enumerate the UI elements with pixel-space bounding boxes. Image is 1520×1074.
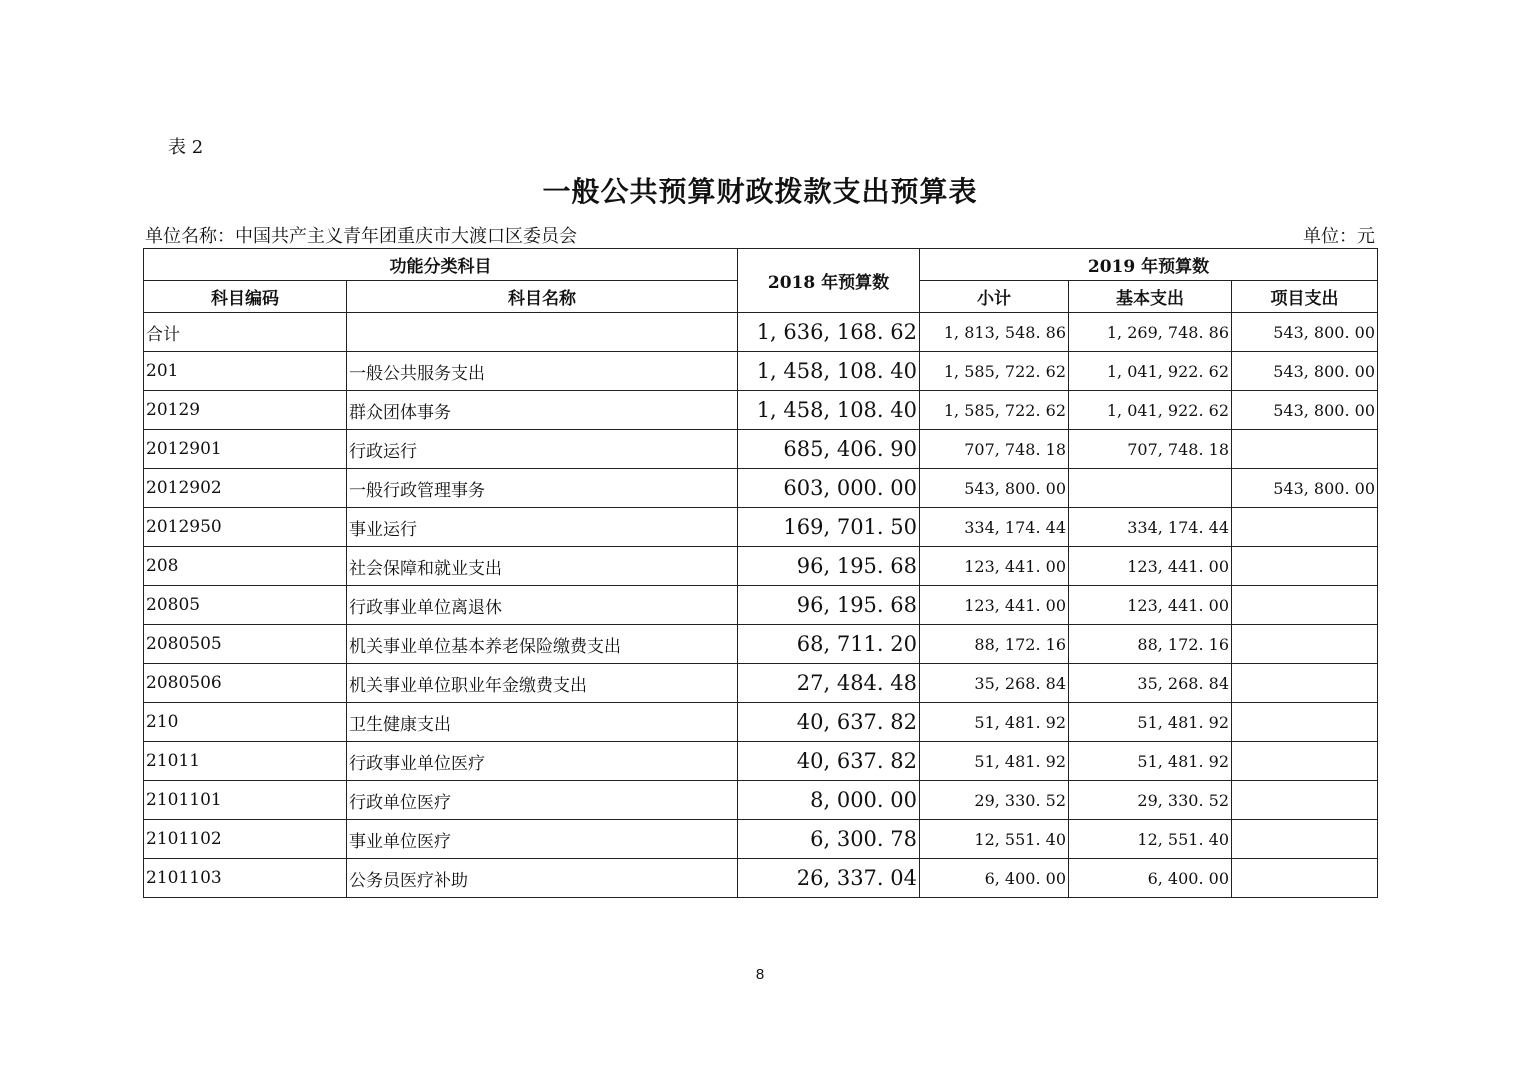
cell-project-expense bbox=[1232, 820, 1378, 859]
cell-subject-code: 2101102 bbox=[144, 820, 347, 859]
cell-subject-name: 行政事业单位离退休 bbox=[347, 586, 738, 625]
cell-budget-2018: 96, 195. 68 bbox=[738, 586, 920, 625]
cell-project-expense: 543, 800. 00 bbox=[1232, 352, 1378, 391]
cell-subject-code: 20805 bbox=[144, 586, 347, 625]
cell-subject-code: 2101103 bbox=[144, 859, 347, 898]
page-number: 8 bbox=[755, 966, 765, 983]
cell-subtotal: 51, 481. 92 bbox=[920, 703, 1069, 742]
cell-subtotal: 707, 748. 18 bbox=[920, 430, 1069, 469]
table-row bbox=[144, 352, 1378, 391]
cell-project-expense: 543, 800. 00 bbox=[1232, 469, 1378, 508]
cell-subject-name: 行政事业单位医疗 bbox=[347, 742, 738, 781]
table-row bbox=[144, 742, 1378, 781]
cell-basic-expense: 123, 441. 00 bbox=[1069, 547, 1232, 586]
cell-budget-2018: 27, 484. 48 bbox=[738, 664, 920, 703]
cell-subject-name: 事业运行 bbox=[347, 508, 738, 547]
cell-budget-2018: 8, 000. 00 bbox=[738, 781, 920, 820]
cell-subject-code: 2080506 bbox=[144, 664, 347, 703]
cell-subject-code: 21011 bbox=[144, 742, 347, 781]
header-subject-code: 科目编码 bbox=[144, 281, 347, 313]
cell-budget-2018: 685, 406. 90 bbox=[738, 430, 920, 469]
table-row bbox=[144, 391, 1378, 430]
cell-budget-2018: 6, 300. 78 bbox=[738, 820, 920, 859]
table-row bbox=[144, 508, 1378, 547]
header-function-category: 功能分类科目 bbox=[144, 249, 738, 281]
cell-basic-expense: 51, 481. 92 bbox=[1069, 703, 1232, 742]
currency-unit: 单位：元 bbox=[1303, 226, 1375, 247]
cell-subject-name: 社会保障和就业支出 bbox=[347, 547, 738, 586]
table-row bbox=[144, 430, 1378, 469]
cell-subject-code: 2101101 bbox=[144, 781, 347, 820]
table-row bbox=[144, 313, 1378, 352]
cell-subtotal: 12, 551. 40 bbox=[920, 820, 1069, 859]
cell-subject-code: 2080505 bbox=[144, 625, 347, 664]
cell-budget-2018: 68, 711. 20 bbox=[738, 625, 920, 664]
cell-subject-name: 机关事业单位基本养老保险缴费支出 bbox=[347, 625, 738, 664]
cell-subtotal: 35, 268. 84 bbox=[920, 664, 1069, 703]
cell-budget-2018: 1, 458, 108. 40 bbox=[738, 391, 920, 430]
cell-project-expense bbox=[1232, 625, 1378, 664]
cell-basic-expense: 35, 268. 84 bbox=[1069, 664, 1232, 703]
unit-name: 单位名称：中国共产主义青年团重庆市大渡口区委员会 bbox=[145, 226, 577, 247]
cell-budget-2018: 1, 458, 108. 40 bbox=[738, 352, 920, 391]
cell-subject-name: 一般行政管理事务 bbox=[347, 469, 738, 508]
cell-budget-2018: 40, 637. 82 bbox=[738, 703, 920, 742]
cell-subject-name: 行政运行 bbox=[347, 430, 738, 469]
table-row bbox=[144, 664, 1378, 703]
cell-project-expense: 543, 800. 00 bbox=[1232, 313, 1378, 352]
cell-basic-expense: 29, 330. 52 bbox=[1069, 781, 1232, 820]
cell-basic-expense: 334, 174. 44 bbox=[1069, 508, 1232, 547]
cell-subject-code: 2012902 bbox=[144, 469, 347, 508]
cell-subtotal: 543, 800. 00 bbox=[920, 469, 1069, 508]
cell-subject-name: 群众团体事务 bbox=[347, 391, 738, 430]
cell-basic-expense: 88, 172. 16 bbox=[1069, 625, 1232, 664]
cell-basic-expense: 1, 269, 748. 86 bbox=[1069, 313, 1232, 352]
cell-subtotal: 1, 585, 722. 62 bbox=[920, 391, 1069, 430]
table-header bbox=[144, 249, 1378, 313]
cell-subject-name: 事业单位医疗 bbox=[347, 820, 738, 859]
cell-project-expense bbox=[1232, 664, 1378, 703]
cell-basic-expense: 1, 041, 922. 62 bbox=[1069, 352, 1232, 391]
table-row bbox=[144, 547, 1378, 586]
table-body bbox=[144, 313, 1378, 898]
cell-project-expense bbox=[1232, 742, 1378, 781]
cell-subtotal: 123, 441. 00 bbox=[920, 586, 1069, 625]
cell-project-expense bbox=[1232, 508, 1378, 547]
cell-budget-2018: 96, 195. 68 bbox=[738, 547, 920, 586]
cell-basic-expense: 6, 400. 00 bbox=[1069, 859, 1232, 898]
table-row bbox=[144, 859, 1378, 898]
cell-budget-2018: 40, 637. 82 bbox=[738, 742, 920, 781]
cell-subject-code: 合计 bbox=[144, 313, 347, 352]
cell-subtotal: 334, 174. 44 bbox=[920, 508, 1069, 547]
cell-subtotal: 51, 481. 92 bbox=[920, 742, 1069, 781]
header-subject-name: 科目名称 bbox=[347, 281, 738, 313]
table-row bbox=[144, 820, 1378, 859]
cell-project-expense bbox=[1232, 703, 1378, 742]
cell-basic-expense: 123, 441. 00 bbox=[1069, 586, 1232, 625]
cell-subject-name: 行政单位医疗 bbox=[347, 781, 738, 820]
cell-subject-name: 公务员医疗补助 bbox=[347, 859, 738, 898]
cell-project-expense bbox=[1232, 430, 1378, 469]
table-row bbox=[144, 625, 1378, 664]
cell-subject-code: 2012950 bbox=[144, 508, 347, 547]
cell-subtotal: 1, 813, 548. 86 bbox=[920, 313, 1069, 352]
cell-subject-name bbox=[347, 313, 738, 352]
header-project-expense: 项目支出 bbox=[1232, 281, 1378, 313]
cell-subject-code: 201 bbox=[144, 352, 347, 391]
cell-budget-2018: 1, 636, 168. 62 bbox=[738, 313, 920, 352]
cell-subject-code: 210 bbox=[144, 703, 347, 742]
cell-basic-expense: 12, 551. 40 bbox=[1069, 820, 1232, 859]
table-row bbox=[144, 469, 1378, 508]
table-label: 表 2 bbox=[168, 137, 204, 158]
cell-subject-name: 一般公共服务支出 bbox=[347, 352, 738, 391]
table-row bbox=[144, 781, 1378, 820]
cell-project-expense: 543, 800. 00 bbox=[1232, 391, 1378, 430]
header-budget-2019: 2019 年预算数 bbox=[920, 249, 1378, 281]
cell-budget-2018: 169, 701. 50 bbox=[738, 508, 920, 547]
cell-project-expense bbox=[1232, 781, 1378, 820]
budget-table bbox=[143, 248, 1378, 898]
cell-subject-code: 208 bbox=[144, 547, 347, 586]
cell-basic-expense: 707, 748. 18 bbox=[1069, 430, 1232, 469]
cell-subject-name: 卫生健康支出 bbox=[347, 703, 738, 742]
cell-subject-code: 2012901 bbox=[144, 430, 347, 469]
cell-subject-code: 20129 bbox=[144, 391, 347, 430]
cell-budget-2018: 603, 000. 00 bbox=[738, 469, 920, 508]
header-subtotal: 小计 bbox=[920, 281, 1069, 313]
cell-subtotal: 29, 330. 52 bbox=[920, 781, 1069, 820]
document-title: 一般公共预算财政拨款支出预算表 bbox=[542, 175, 978, 208]
cell-subtotal: 123, 441. 00 bbox=[920, 547, 1069, 586]
table-row bbox=[144, 703, 1378, 742]
cell-subtotal: 6, 400. 00 bbox=[920, 859, 1069, 898]
cell-subtotal: 1, 585, 722. 62 bbox=[920, 352, 1069, 391]
cell-basic-expense: 51, 481. 92 bbox=[1069, 742, 1232, 781]
cell-subtotal: 88, 172. 16 bbox=[920, 625, 1069, 664]
cell-project-expense bbox=[1232, 547, 1378, 586]
cell-basic-expense bbox=[1069, 469, 1232, 508]
header-budget-2018: 2018 年预算数 bbox=[738, 249, 920, 313]
cell-budget-2018: 26, 337. 04 bbox=[738, 859, 920, 898]
table-row bbox=[144, 586, 1378, 625]
cell-project-expense bbox=[1232, 859, 1378, 898]
cell-project-expense bbox=[1232, 586, 1378, 625]
cell-basic-expense: 1, 041, 922. 62 bbox=[1069, 391, 1232, 430]
header-basic-expense: 基本支出 bbox=[1069, 281, 1232, 313]
cell-subject-name: 机关事业单位职业年金缴费支出 bbox=[347, 664, 738, 703]
